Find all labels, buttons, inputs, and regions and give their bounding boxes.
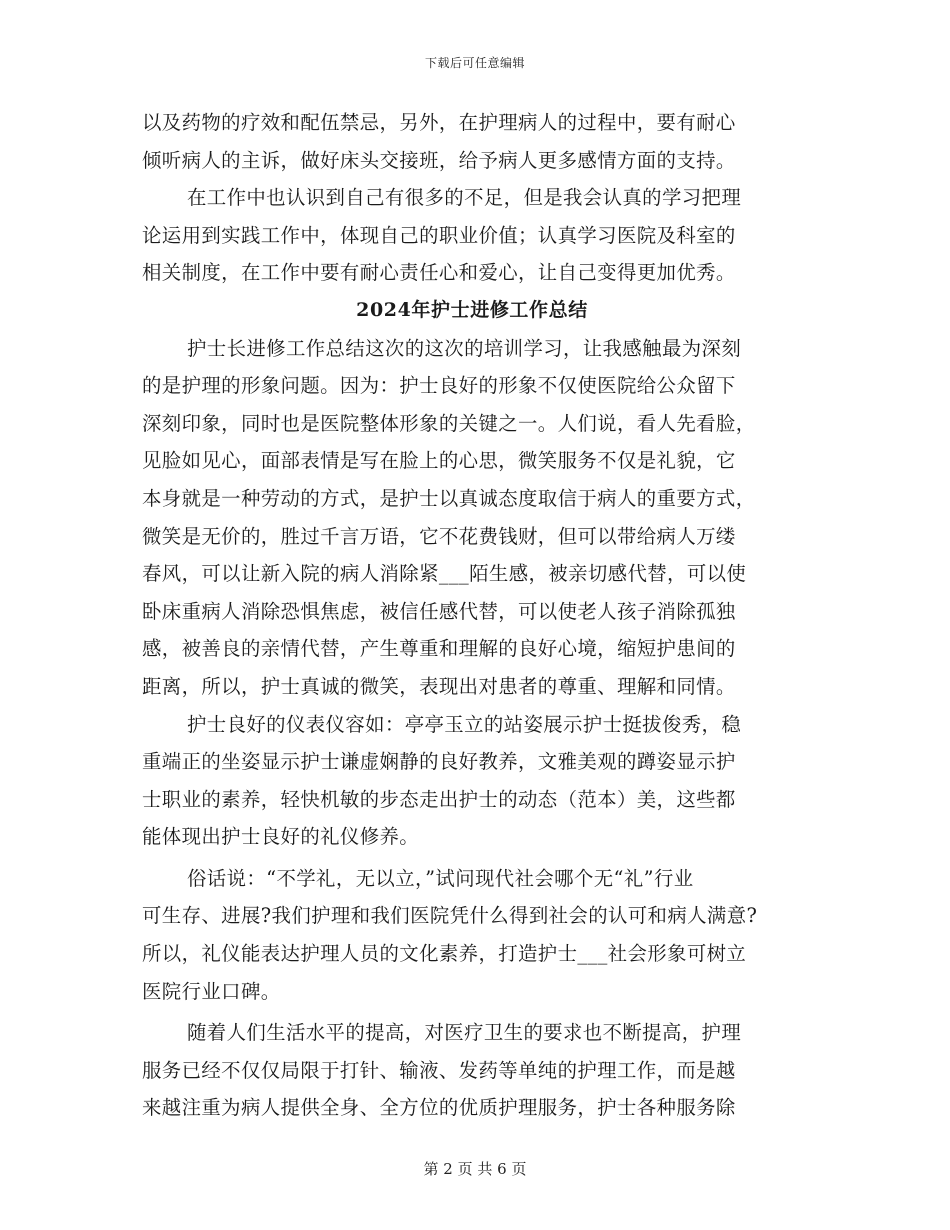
text-line: 服务已经不仅仅局限于打针、输液、发药等单纯的护理工作，而是越 bbox=[142, 1058, 736, 1082]
text-line: 医院行业口碑。 bbox=[142, 979, 281, 1003]
text-line: 俗话说：“不学礼，无以立，”试问现代社会哪个无“礼”行业 bbox=[187, 866, 694, 890]
text-line: 来越注重为病人提供全身、全方位的优质护理服务，护士各种服务除 bbox=[142, 1096, 736, 1120]
text-line: 护士长进修工作总结这次的这次的培训学习，让我感触最为深刻 bbox=[187, 336, 742, 360]
text-line: 士职业的素养，轻快机敏的步态走出护士的动态（范本）美，这些都 bbox=[142, 787, 736, 811]
section-title: 2024年护士进修工作总结 bbox=[356, 298, 588, 321]
text-line: 距离，所以，护士真诚的微笑，表现出对患者的尊重、理解和同情。 bbox=[142, 674, 736, 698]
text-line: 倾听病人的主诉，做好床头交接班，给予病人更多感情方面的支持。 bbox=[142, 148, 736, 172]
text-line: 护士良好的仪表仪容如：亭亭玉立的站姿展示护士挺拔俊秀，稳 bbox=[187, 712, 742, 736]
text-line: 春风，可以让新入院的病人消除紧___陌生感，被亲切感代替，可以使 bbox=[142, 562, 747, 586]
text-line: 微笑是无价的，胜过千言万语，它不花费钱财，但可以带给病人万缕 bbox=[142, 524, 736, 548]
text-line: 在工作中也认识到自己有很多的不足，但是我会认真的学习把理 bbox=[187, 186, 742, 210]
text-line: 可生存、进展?我们护理和我们医院凭什么得到社会的认可和病人满意? bbox=[142, 904, 758, 928]
text-line: 卧床重病人消除恐惧焦虑，被信任感代替，可以使老人孩子消除孤独 bbox=[142, 599, 736, 623]
page-number: 第 2 页 共 6 页 bbox=[423, 1160, 527, 1178]
text-line: 所以，礼仪能表达护理人员的文化素养，打造护士___社会形象可树立 bbox=[142, 942, 747, 966]
text-line: 以及药物的疗效和配伍禁忌，另外，在护理病人的过程中，要有耐心 bbox=[142, 111, 736, 134]
text-line: 本身就是一种劳动的方式，是护士以真诚态度取信于病人的重要方式， bbox=[142, 486, 756, 510]
text-line: 见脸如见心，面部表情是写在脸上的心思，微笑服务不仅是礼貌，它 bbox=[142, 449, 736, 473]
text-line: 重端正的坐姿显示护士谦虚娴静的良好教养，文雅美观的蹲姿显示护 bbox=[142, 750, 736, 774]
text-line: 相关制度，在工作中要有耐心责任心和爱心，让自己变得更加优秀。 bbox=[142, 261, 736, 285]
text-line: 深刻印象，同时也是医院整体形象的关键之一。人们说，看人先看脸， bbox=[142, 411, 756, 435]
text-line: 的是护理的形象问题。因为：护士良好的形象不仅使医院给公众留下 bbox=[142, 374, 736, 398]
document-body bbox=[142, 104, 802, 1127]
text-line: 感，被善良的亲情代替，产生尊重和理解的良好心境，缩短护患间的 bbox=[142, 637, 736, 661]
header-note: 下载后可任意编辑 bbox=[424, 56, 525, 70]
text-line: 随着人们生活水平的提高，对医疗卫生的要求也不断提高，护理 bbox=[187, 1021, 742, 1045]
text-line: 能体现出护士良好的礼仪修养。 bbox=[142, 825, 420, 849]
text-line: 论运用到实践工作中，体现自己的职业价值；认真学习医院及科室的 bbox=[142, 223, 736, 247]
